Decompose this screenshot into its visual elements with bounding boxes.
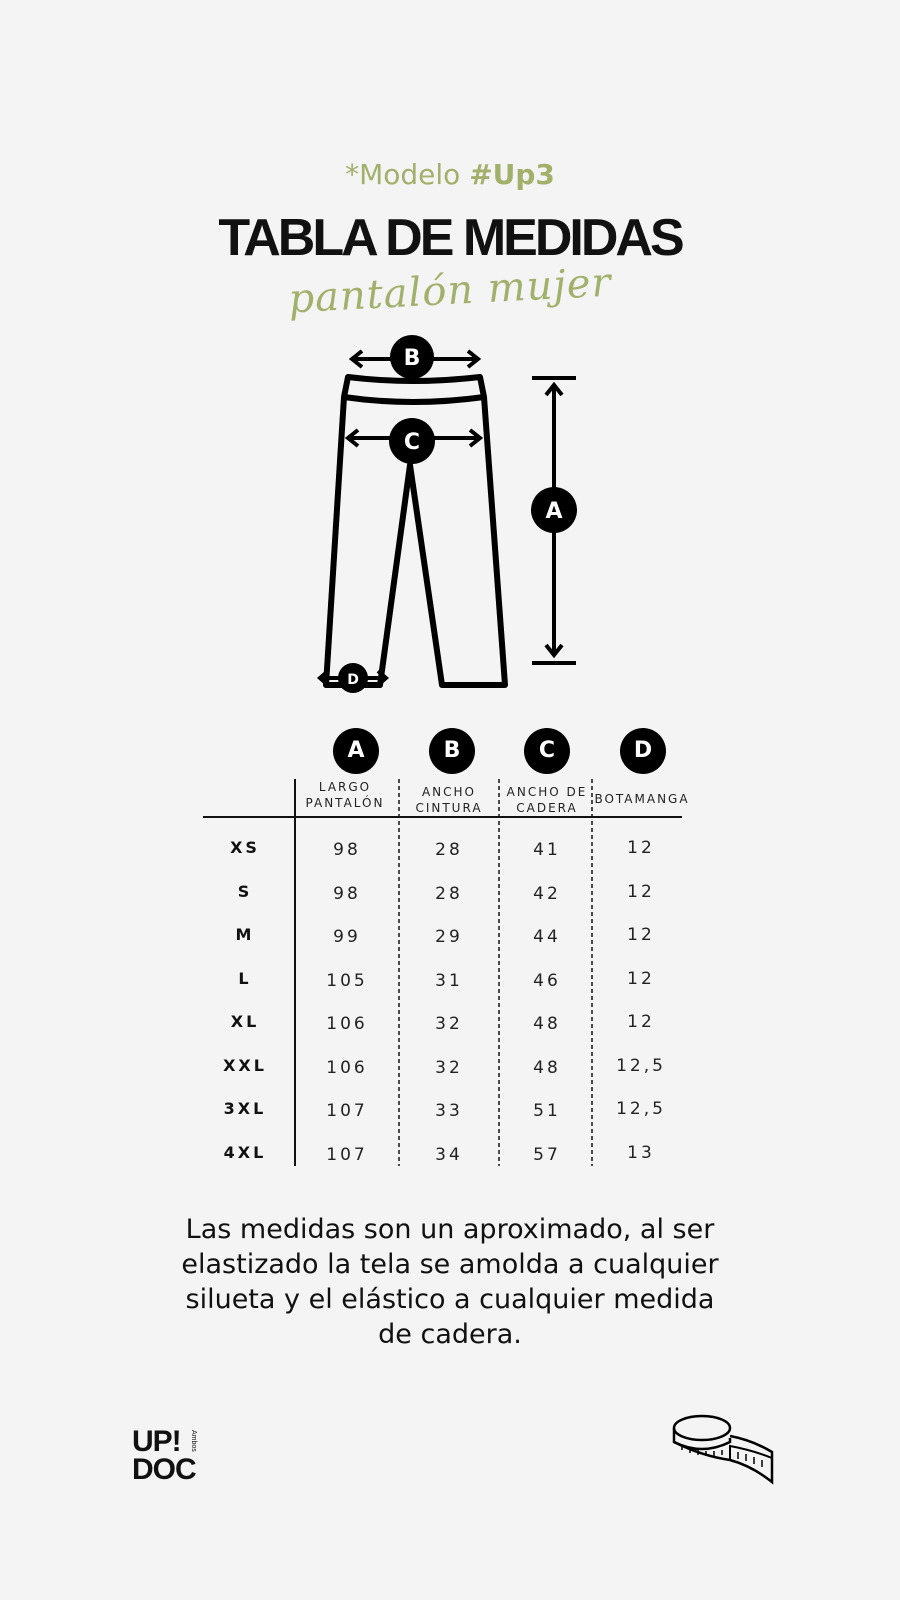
column-header-d: BOTAMANGA [594,792,690,806]
brand-logo [132,1425,197,1486]
logo-line2: DOC [132,1453,196,1486]
table-cell: 106 [326,1057,368,1078]
column-header-c: ANCHO DE CADERA [506,785,588,815]
size-label: XS [230,838,260,857]
column-badge-c: C [524,728,570,774]
table-cell: 46 [533,970,561,991]
model-prefix: *Modelo [345,158,470,191]
table-cell: 57 [533,1144,561,1165]
table-cell: 33 [435,1101,463,1121]
size-label: XL [230,1012,260,1031]
logo-line1: UP! [132,1425,181,1458]
column-badge-d: D [620,728,666,774]
column-badge-a: A [333,728,379,774]
table-cell: 99 [333,927,361,947]
table-cell: 44 [533,927,561,947]
table-cell: 32 [435,1057,463,1078]
size-label: 4XL [223,1142,267,1162]
table-cell: 31 [435,970,463,991]
table-cell: 107 [326,1144,368,1165]
table-cell: 32 [435,1014,463,1034]
table-cell: 34 [435,1144,463,1165]
table-cell: 98 [333,883,361,904]
size-label: M [235,925,255,944]
table-cell: 48 [533,1057,561,1078]
diagram-label-c: C [403,430,421,455]
table-cell: 12,5 [616,1099,666,1119]
table-cell: 28 [435,883,463,904]
table-cell: 12 [627,881,655,902]
size-label: L [238,968,252,988]
disclaimer-note: Las medidas son un aproximado, al ser elastizado la tela se amolda a cualquier silueta y el elástico a cualquier medida de cadera. [181,1214,719,1350]
page-subtitle: pantalón mujer [287,259,613,323]
diagram-label-d: D [347,672,359,688]
table-cell: 29 [435,927,463,947]
size-label: XXL [223,1055,267,1075]
column-header-b: ANCHO CINTURA [415,785,483,815]
page-title: TABLA DE MEDIDAS [218,209,682,267]
table-cell: 12 [627,968,655,989]
diagram-label-a: A [545,499,563,524]
table-cell: 107 [326,1101,368,1121]
table-cell: 48 [533,1014,561,1034]
table-cell: 12 [627,1012,655,1032]
measuring-tape-icon [672,1410,782,1490]
logo-small-text: Ambos [190,1430,197,1452]
table-cell: 12,5 [616,1055,666,1076]
column-badge-b: B [429,728,475,774]
table-cell: 41 [533,840,561,860]
table-cell: 28 [435,840,463,860]
table-cell: 12 [627,925,655,945]
table-cell: 98 [333,840,361,860]
column-header-a: LARGO PANTALÓN [305,780,385,810]
table-cell: 105 [326,970,368,991]
size-label: S [237,881,253,901]
table-cell: 106 [326,1014,368,1034]
table-cell: 51 [533,1101,561,1121]
table-cell: 12 [627,838,655,858]
table-cell: 13 [627,1142,655,1163]
model-code: #Up3 [469,158,555,191]
diagram-label-b: B [403,346,421,371]
size-label: 3XL [223,1099,267,1118]
table-cell: 42 [533,883,561,904]
